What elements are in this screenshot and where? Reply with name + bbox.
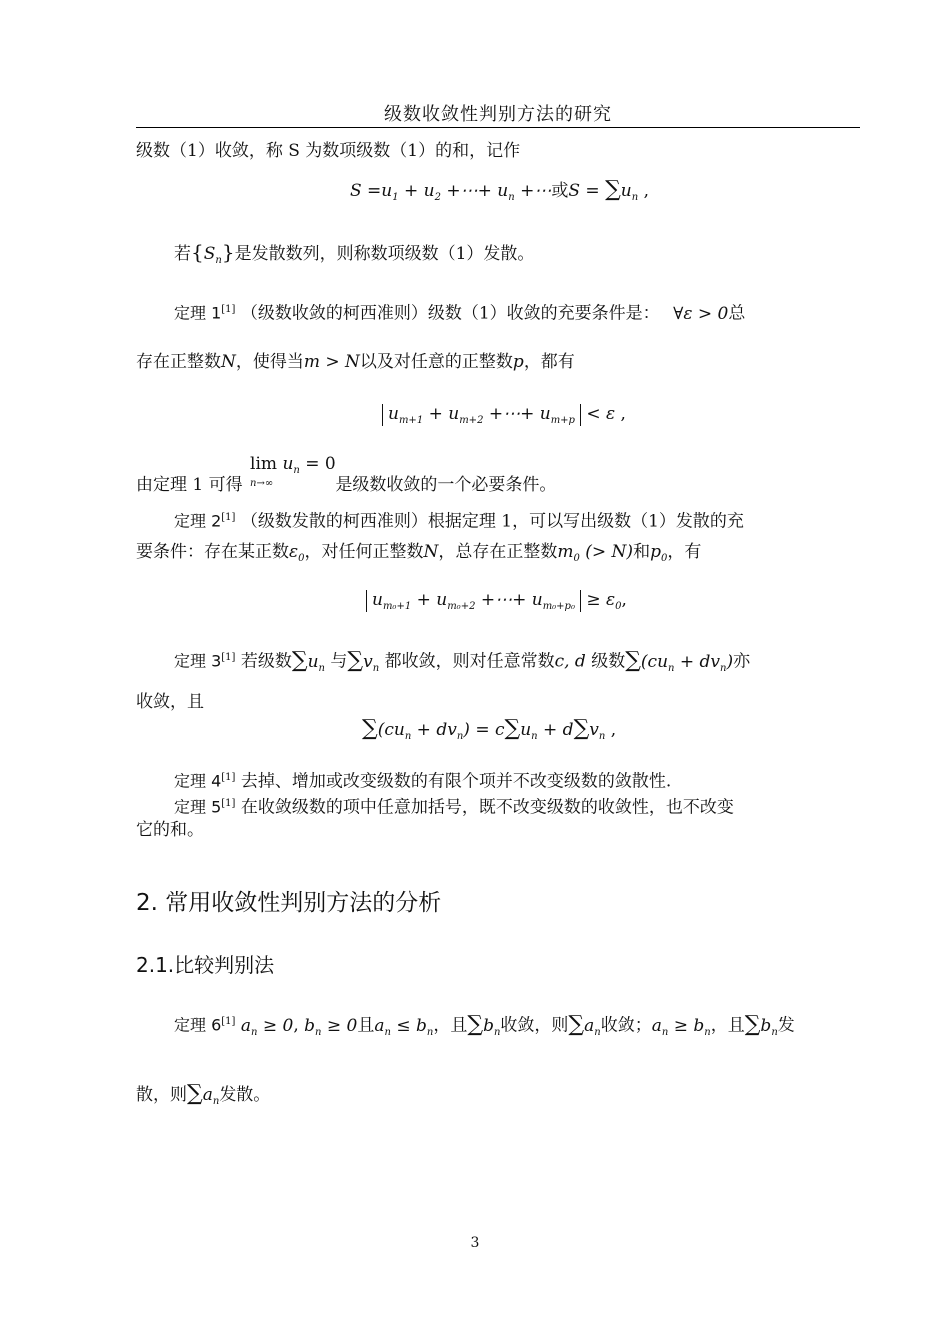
theorem-3: 定理 3[1] 若级数$\sum u_n$ 与$\sum v_n$ 都收敛，则对任意常数c, d 级数$\sum(cu_n + dv_n)$亦 <box>174 647 751 674</box>
citation: [1] <box>221 512 236 523</box>
formula-or-text: 或 <box>551 181 569 201</box>
paragraph-line: 要条件：存在某正数$\varepsilon_0$，对任何正整数N，总存在正整数$m_0$ (> N)和$p_0$，有 <box>136 542 702 564</box>
limit-expression: $\lim u_n = 0$ n→∞ <box>250 454 336 489</box>
paragraph-line <box>136 818 204 842</box>
theorem-label: 定理 6 <box>174 1015 222 1035</box>
theorem-2 <box>174 506 744 534</box>
page-header: 级数收敛性判别方法的研究 <box>136 100 860 128</box>
theorem-1: 定理 1[1] （级数收敛的柯西准则）级数（1）收敛的充要条件是： ∀ε > 0总 <box>174 303 746 324</box>
formula-series-sum: $S =u_1 + u_2$ +⋯+ $u_n$ +⋯或$S = \sum u_n$ , <box>350 177 650 203</box>
text: ，对任何正整数 <box>304 542 424 562</box>
theorem-5 <box>174 792 734 820</box>
section-heading: 2. 常用收敛性判别方法的分析 <box>136 890 442 916</box>
theorem-label: 定理 2 <box>174 511 222 531</box>
formula-comma: , <box>620 404 626 424</box>
text: 它的和。 <box>136 820 204 840</box>
text: ，总存在正整数 <box>438 542 558 562</box>
text: 总 <box>728 303 746 324</box>
text: 级数 <box>591 651 626 672</box>
formula-linearity: $\sum(cu_n + dv_n) = c\sum u_n + d\sum v_n$ , <box>362 716 617 742</box>
text: 级数（1）收敛，称 S 为数项级数（1）的和，记作 <box>136 141 521 161</box>
paragraph-line: 散，则$\sum a_n$发散。 <box>136 1081 271 1107</box>
text: 以及对任意的正整数 <box>359 352 513 372</box>
text: ，都有 <box>523 352 575 372</box>
text: 都收敛，则对任意常数 <box>384 651 555 672</box>
text: 若级数 <box>240 651 292 672</box>
text: 且 <box>357 1015 375 1036</box>
text: 是发散数列，则称数项级数（1）发散。 <box>234 244 535 264</box>
citation: [1] <box>221 798 236 809</box>
text: ，且 <box>433 1015 468 1036</box>
text: 收敛，则 <box>500 1015 569 1036</box>
citation: [1] <box>221 772 236 783</box>
citation: [1] <box>221 652 236 663</box>
paragraph-line <box>136 139 520 163</box>
text: 收敛； <box>600 1015 652 1036</box>
text: 发散。 <box>219 1085 271 1105</box>
text: 与 <box>330 651 348 672</box>
theorem-4 <box>174 766 671 794</box>
formula-comma: , <box>610 720 617 740</box>
paragraph-line <box>136 454 557 497</box>
formula-divergence: $u_{m_0+1} + u_{m_0+2}$ +⋯+ $u_{m_0+p_0} \ge \varepsilon_0$, <box>366 590 627 612</box>
text: 收敛，且 <box>136 692 204 712</box>
text: ，且 <box>710 1015 745 1036</box>
text: 在收敛级数的项中任意加括号，既不改变级数的收敛性，也不改变 <box>240 797 734 818</box>
text: 散，则 <box>136 1085 187 1105</box>
citation: [1] <box>221 1016 236 1027</box>
text: （级数发散的柯西准则）根据定理 1，可以写出级数（1）发散的充 <box>240 511 744 532</box>
text: 若 <box>174 244 191 264</box>
formula-cauchy: $u_{m+1} + u_{m+2}$ +⋯+ $u_{m+p} < \varepsilon$ , <box>382 404 626 426</box>
paragraph-line: 存在正整数N，使得当m > N以及对任意的正整数p，都有 <box>136 352 575 372</box>
formula-comma: , <box>643 181 650 201</box>
text: 去掉、增加或改变级数的有限个项并不改变级数的敛散性. <box>240 771 672 792</box>
paragraph-line <box>136 690 204 714</box>
theorem-label: 定理 3 <box>174 651 222 671</box>
text: ，使得当 <box>235 352 304 372</box>
formula-comma: , <box>621 590 627 610</box>
text: 发 <box>777 1015 795 1036</box>
paragraph-line: 若$\{S_n\}$是发散数列，则称数项级数（1）发散。 <box>174 240 535 266</box>
text: 要条件：存在某正数 <box>136 542 289 562</box>
theorem-label: 定理 5 <box>174 797 222 817</box>
text: 和 <box>633 542 651 562</box>
page-number: 3 <box>470 1235 480 1251</box>
text: ，有 <box>667 542 702 562</box>
theorem-label: 定理 4 <box>174 771 222 791</box>
citation: [1] <box>221 304 236 315</box>
subsection-heading: 2.1.比较判别法 <box>136 953 275 977</box>
theorem-label: 定理 1 <box>174 303 222 323</box>
text: 是级数收敛的一个必要条件。 <box>335 475 557 495</box>
text: （级数收敛的柯西准则）级数（1）收敛的充要条件是： <box>240 303 660 324</box>
theorem-6: 定理 6[1] $a_n \ge 0$, $b_n \ge 0$且$a_n \le b_n$，且$\sum b_n$收敛，则$\sum a_n$收敛；$a_n \ge b_n$，且$\sum b_n$发 <box>174 1011 795 1038</box>
text: 亦 <box>733 651 751 672</box>
text: 由定理 1 可得 <box>136 475 243 495</box>
text: 存在正整数 <box>136 352 221 372</box>
